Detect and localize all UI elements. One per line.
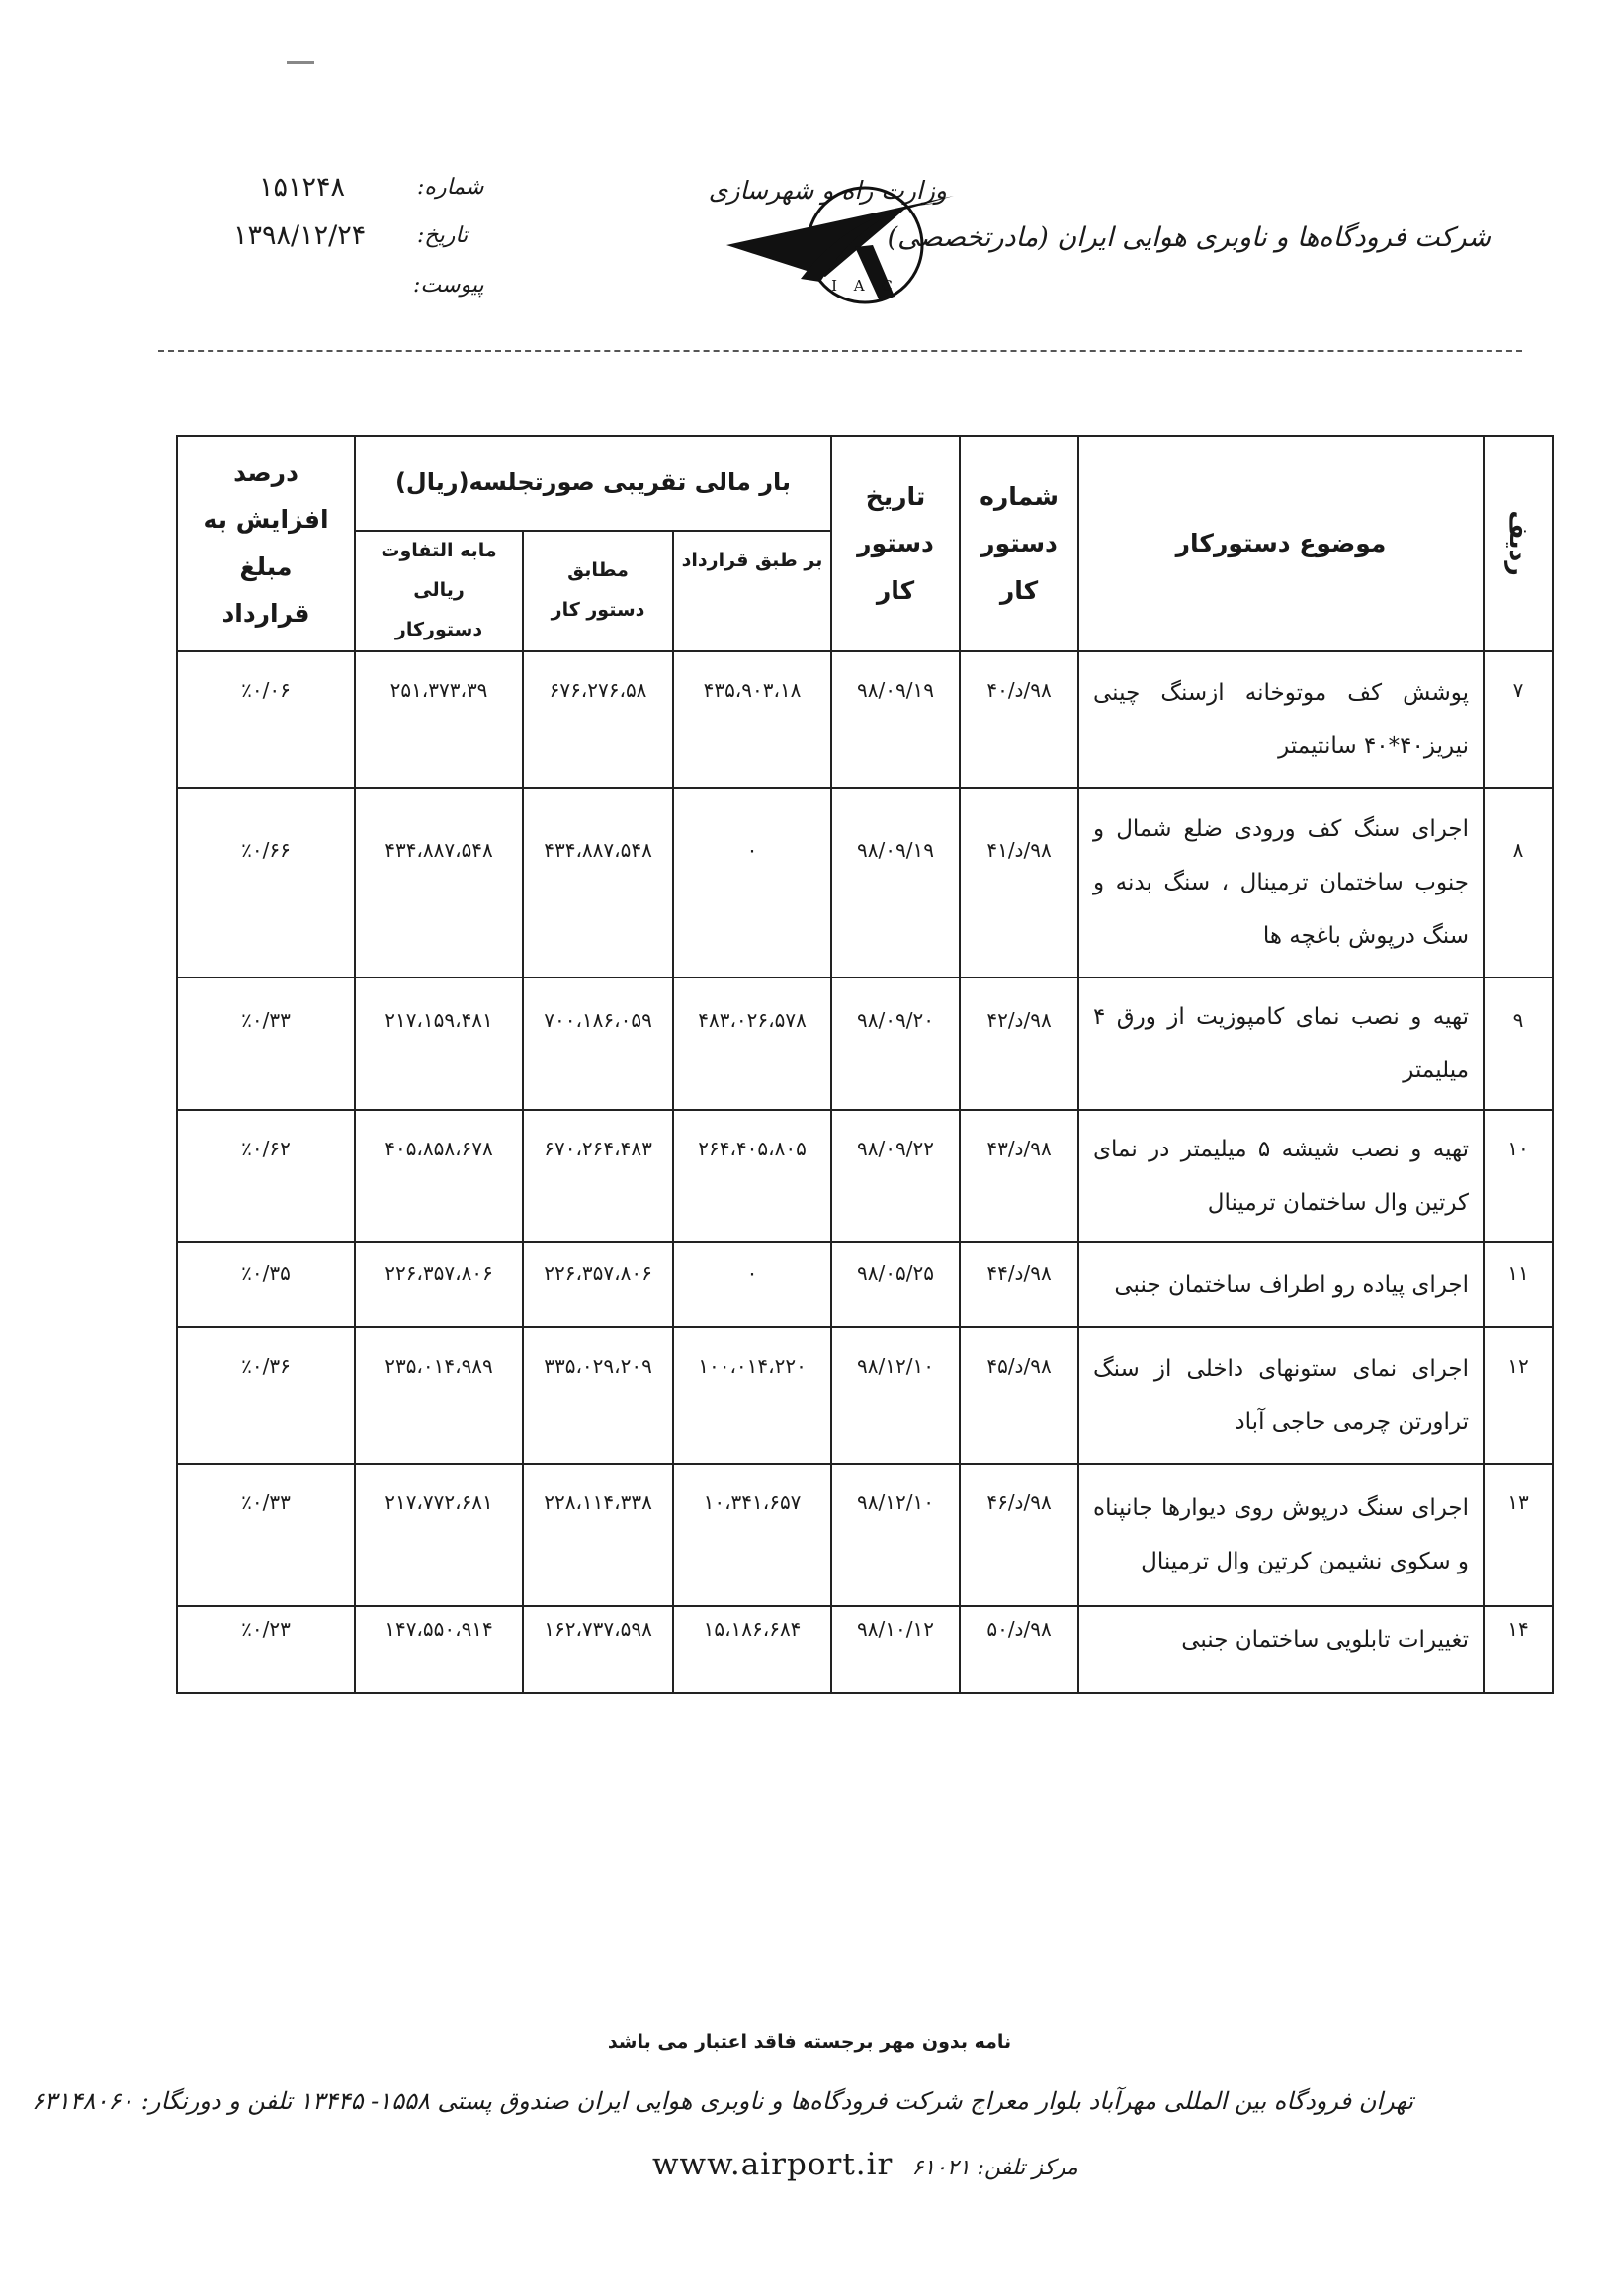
phone-center: مرکز تلفن: ۶۱۰۲۱ [911,2156,1078,2180]
row-order-date: ۹۸/۱۲/۱۰ [831,1464,960,1606]
row-difference: ۱۴۷،۵۵۰،۹۱۴ [355,1606,523,1693]
row-subject: اجرای نمای ستونهای داخلی از سنگ تراورتن چرمی حاجی آباد [1078,1327,1484,1464]
iac-logo [707,168,993,316]
header-subject: موضوع دستورکار [1078,436,1484,651]
logo-text: I A C [831,277,898,295]
row-per-order: ۷۰۰،۱۸۶،۰۵۹ [523,978,673,1110]
row-per-contract: ۴۸۳،۰۲۶،۵۷۸ [673,978,831,1110]
row-number: ۱۱ [1484,1242,1553,1327]
row-subject: تهیه و نصب نمای کامپوزیت از ورق ۴ میلیمتر [1078,978,1484,1110]
row-percent: ٪۰/۶۶ [177,788,355,978]
row-subject: اجرای پیاده رو اطراف ساختمان جنبی [1078,1242,1484,1327]
date-label: تاریخ: [417,223,469,248]
row-difference: ۲۱۷،۱۵۹،۴۸۱ [355,978,523,1110]
row-per-order: ۲۲۶،۳۵۷،۸۰۶ [523,1242,673,1327]
header-per-order: مطابق دستور کار [523,531,673,651]
row-order-date: ۹۸/۰۹/۲۲ [831,1110,960,1242]
header-row-no: ردیف [1484,436,1553,651]
row-order-no: ۹۸/د/۴۰ [960,651,1078,788]
row-per-contract: ۱۰۰،۰۱۴،۲۲۰ [673,1327,831,1464]
row-number: ۹ [1484,978,1553,1110]
row-difference: ۴۳۴،۸۸۷،۵۴۸ [355,788,523,978]
row-percent: ٪۰/۲۳ [177,1606,355,1693]
row-subject: پوشش کف موتوخانه ازسنگ چینی نیریز۴۰*۴۰ سانتیمتر [1078,651,1484,788]
row-order-date: ۹۸/۰۹/۱۹ [831,651,960,788]
row-per-contract: ۰ [673,788,831,978]
work-orders-table [176,435,1552,1694]
ministry-name: وزارت راه و شهرسازی [708,176,947,205]
row-per-contract: ۱۰،۳۴۱،۶۵۷ [673,1464,831,1606]
company-name: شرکت فرودگاه‌ها و ناوبری هوایی ایران (مادرتخصصی) [887,222,1491,253]
row-subject: اجرای سنگ درپوش روی دیوارها جانپناه و سکوی نشیمن کرتین وال ترمینال [1078,1464,1484,1606]
row-difference: ۴۰۵،۸۵۸،۶۷۸ [355,1110,523,1242]
row-number: ۱۳ [1484,1464,1553,1606]
row-per-order: ۶۷۰،۲۶۴،۴۸۳ [523,1110,673,1242]
validity-note: نامه بدون مهر برجسته فاقد اعتبار می باشد [607,2031,1012,2053]
row-number: ۱۴ [1484,1606,1553,1693]
table-row [177,788,1553,978]
header-per-contract: بر طبق قرارداد [673,531,831,651]
header-difference: مابه التفاوت ریالی دستورکار [355,531,523,651]
contact-line [652,2147,1078,2182]
row-percent: ٪۰/۰۶ [177,651,355,788]
table-row [177,1327,1553,1464]
row-percent: ٪۰/۳۳ [177,978,355,1110]
row-order-date: ۹۸/۰۹/۲۰ [831,978,960,1110]
row-per-contract: ۱۵،۱۸۶،۶۸۴ [673,1606,831,1693]
row-subject: تغییرات تابلویی ساختمان جنبی [1078,1606,1484,1693]
row-number: ۱۲ [1484,1327,1553,1464]
row-order-date: ۹۸/۱۰/۱۲ [831,1606,960,1693]
header-divider [158,350,1522,352]
row-order-no: ۹۸/د/۴۶ [960,1464,1078,1606]
table-row [177,1242,1553,1327]
row-per-order: ۳۳۵،۰۲۹،۲۰۹ [523,1327,673,1464]
row-order-date: ۹۸/۰۹/۱۹ [831,788,960,978]
row-number: ۸ [1484,788,1553,978]
row-order-date: ۹۸/۰۵/۲۵ [831,1242,960,1327]
website-link[interactable]: www.airport.ir [652,2147,894,2182]
row-number: ۱۰ [1484,1110,1553,1242]
row-number: ۷ [1484,651,1553,788]
row-difference: ۲۱۷،۷۷۲،۶۸۱ [355,1464,523,1606]
row-percent: ٪۰/۳۶ [177,1327,355,1464]
row-percent: ٪۰/۶۲ [177,1110,355,1242]
row-difference: ۲۳۵،۰۱۴،۹۸۹ [355,1327,523,1464]
header-financial-group: بار مالی تقریبی صورتجلسه(ریال) [355,436,831,531]
row-order-date: ۹۸/۱۲/۱۰ [831,1327,960,1464]
row-order-no: ۹۸/د/۴۱ [960,788,1078,978]
table-row [177,978,1553,1110]
header-order-date: تاریخ دستور کار [831,436,960,651]
row-subject: تهیه و نصب شیشه ۵ میلیمتر در نمای کرتین وال ساختمان ترمینال [1078,1110,1484,1242]
row-per-order: ۱۶۲،۷۳۷،۵۹۸ [523,1606,673,1693]
row-per-contract: ۲۶۴،۴۰۵،۸۰۵ [673,1110,831,1242]
table-row [177,1464,1553,1606]
row-order-no: ۹۸/د/۴۲ [960,978,1078,1110]
number-label: شماره: [417,175,484,200]
row-per-order: ۶۷۶،۲۷۶،۵۸ [523,651,673,788]
row-order-no: ۹۸/د/۵۰ [960,1606,1078,1693]
row-order-no: ۹۸/د/۴۳ [960,1110,1078,1242]
row-subject: اجرای سنگ کف ورودی ضلع شمال و جنوب ساختمان ترمینال ، سنگ بدنه و سنگ درپوش باغچه ها [1078,788,1484,978]
row-per-order: ۴۳۴،۸۸۷،۵۴۸ [523,788,673,978]
row-order-no: ۹۸/د/۴۴ [960,1242,1078,1327]
header-percent: درصد افزایش به مبلغ قرارداد [177,436,355,651]
table-row [177,1110,1553,1242]
header-order-no: شماره دستور کار [960,436,1078,651]
letter-date: ۱۳۹۸/۱۲/۲۴ [233,220,367,251]
postal-address: تهران فرودگاه بین المللی مهرآباد بلوار معراج شرکت فرودگاه‌ها و ناوبری هوایی ایران صندوق پستی ۱۵۵۸- ۱۳۴۴۵ تلفن و دورنگار: ۶۳۱۴۸۰۶۰ [32,2087,1413,2115]
row-per-contract: ۰ [673,1242,831,1327]
table-row [177,1606,1553,1693]
row-percent: ٪۰/۳۳ [177,1464,355,1606]
row-percent: ٪۰/۳۵ [177,1242,355,1327]
letter-number: ۱۵۱۲۴۸ [259,172,346,203]
row-order-no: ۹۸/د/۴۵ [960,1327,1078,1464]
row-difference: ۲۵۱،۳۷۳،۳۹ [355,651,523,788]
scan-mark [287,61,314,64]
attachment-label: پیوست: [413,273,484,298]
row-per-order: ۲۲۸،۱۱۴،۳۳۸ [523,1464,673,1606]
table-row [177,651,1553,788]
row-difference: ۲۲۶،۳۵۷،۸۰۶ [355,1242,523,1327]
row-per-contract: ۴۳۵،۹۰۳،۱۸ [673,651,831,788]
